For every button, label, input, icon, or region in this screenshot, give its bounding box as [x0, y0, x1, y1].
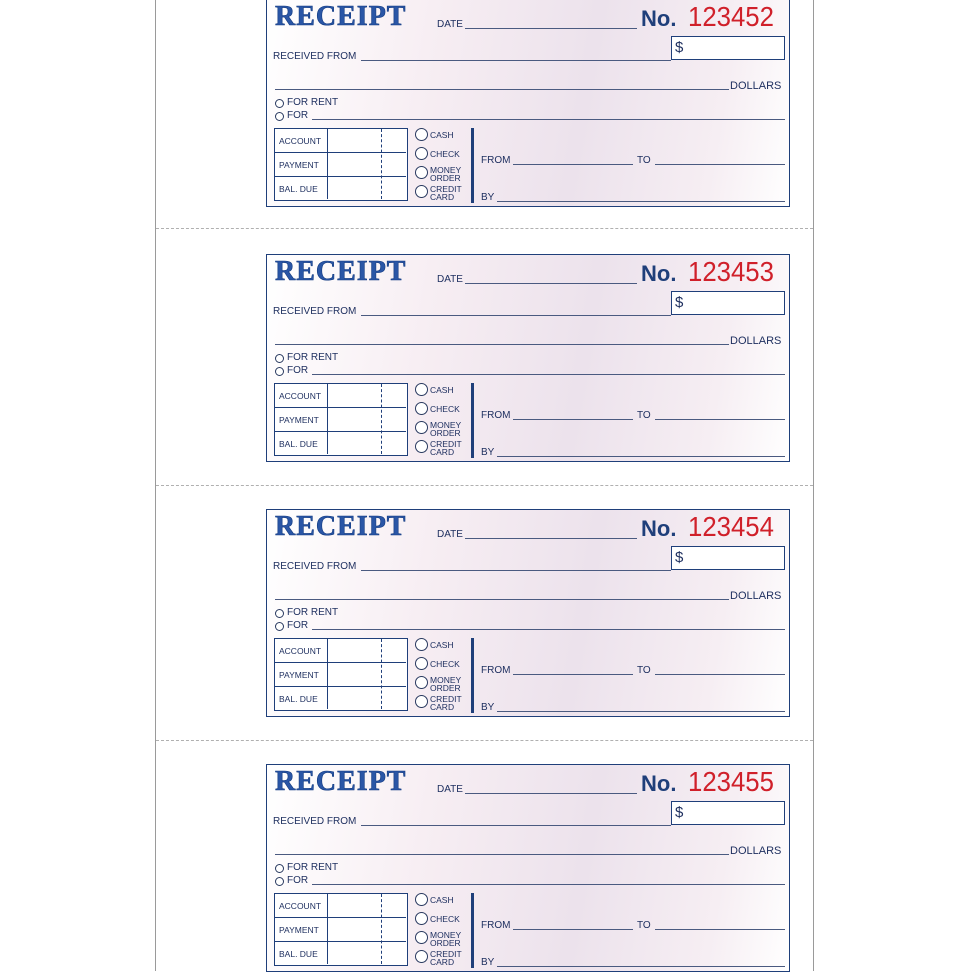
received-from-label: RECEIVED FROM [273, 306, 357, 317]
by-line[interactable] [497, 201, 785, 202]
amount-words-line[interactable] [275, 344, 729, 345]
receipt-form [266, 254, 790, 462]
for-rent-label: FOR RENT [287, 352, 339, 363]
for-rent-radio[interactable] [275, 609, 284, 618]
money-order-label: ORDER [430, 173, 461, 183]
perforation-line [156, 740, 813, 741]
date-line[interactable] [465, 538, 637, 539]
receipt-title: RECEIPT [275, 511, 407, 542]
payment-divider-bar [471, 893, 474, 968]
bal-due-label: BAL. DUE [279, 184, 318, 194]
payment-label: PAYMENT [279, 925, 319, 935]
money-order-label: MONEY [430, 165, 462, 175]
for-line[interactable] [312, 629, 785, 630]
table-divider [327, 129, 328, 199]
receipt-form [266, 764, 790, 972]
to-label: TO [637, 665, 651, 676]
receipt-number: 123452 [688, 1, 774, 32]
bal-due-label: BAL. DUE [279, 694, 318, 704]
for-radio[interactable] [275, 622, 284, 631]
amount-box[interactable] [671, 546, 785, 570]
bal-due-label: BAL. DUE [279, 949, 318, 959]
to-line[interactable] [655, 164, 785, 165]
to-label: TO [637, 155, 651, 166]
check-radio[interactable] [415, 147, 428, 160]
amount-words-line[interactable] [275, 854, 729, 855]
receipt-number: 123454 [688, 511, 774, 542]
table-divider [327, 639, 328, 709]
cash-label: CASH [430, 895, 454, 905]
bal-due-label: BAL. DUE [279, 439, 318, 449]
by-line[interactable] [497, 456, 785, 457]
credit-card-radio[interactable] [415, 695, 428, 708]
credit-card-label: CARD [430, 702, 455, 712]
to-label: TO [637, 410, 651, 421]
dollar-sign: $ [675, 804, 684, 821]
payment-label: PAYMENT [279, 160, 319, 170]
for-radio[interactable] [275, 877, 284, 886]
credit-card-label: CREDIT [430, 949, 462, 959]
for-rent-label: FOR RENT [287, 862, 339, 873]
check-label: CHECK [430, 914, 460, 924]
cents-divider [381, 639, 382, 709]
amount-box[interactable] [671, 291, 785, 315]
received-from-line[interactable] [361, 60, 671, 61]
money-order-label: ORDER [430, 428, 461, 438]
dollars-label: DOLLARS [730, 845, 782, 857]
for-line[interactable] [312, 374, 785, 375]
receipt-title: RECEIPT [275, 256, 407, 287]
perforation-line [156, 228, 813, 229]
cash-radio[interactable] [415, 383, 428, 396]
money-order-label: MONEY [430, 420, 462, 430]
account-row[interactable] [275, 384, 406, 408]
credit-card-radio[interactable] [415, 440, 428, 453]
for-label: FOR [287, 365, 309, 376]
money-order-radio[interactable] [415, 166, 428, 179]
money-order-label: MONEY [430, 930, 462, 940]
money-order-radio[interactable] [415, 676, 428, 689]
dollar-sign: $ [675, 39, 684, 56]
date-label: DATE [437, 529, 463, 540]
receipt-form [266, 0, 790, 207]
cash-radio[interactable] [415, 128, 428, 141]
receipt-form [266, 509, 790, 717]
for-rent-radio[interactable] [275, 99, 284, 108]
received-from-line[interactable] [361, 825, 671, 826]
amount-words-line[interactable] [275, 599, 729, 600]
credit-card-label: CARD [430, 447, 455, 457]
by-line[interactable] [497, 966, 785, 967]
money-order-label: ORDER [430, 938, 461, 948]
received-from-line[interactable] [361, 315, 671, 316]
for-line[interactable] [312, 119, 785, 120]
from-label: FROM [481, 410, 511, 421]
date-line[interactable] [465, 283, 637, 284]
payment-divider-bar [471, 383, 474, 458]
received-from-label: RECEIVED FROM [273, 561, 357, 572]
date-line[interactable] [465, 28, 637, 29]
credit-card-label: CREDIT [430, 184, 462, 194]
for-rent-label: FOR RENT [287, 97, 339, 108]
check-radio[interactable] [415, 912, 428, 925]
receipt-number: 123455 [688, 766, 774, 797]
table-divider [327, 894, 328, 964]
money-order-radio[interactable] [415, 421, 428, 434]
date-label: DATE [437, 784, 463, 795]
account-row[interactable] [275, 129, 406, 153]
perforation-line [156, 485, 813, 486]
account-label: ACCOUNT [279, 136, 322, 146]
for-line[interactable] [312, 884, 785, 885]
cash-radio[interactable] [415, 893, 428, 906]
payment-label: PAYMENT [279, 415, 319, 425]
for-label: FOR [287, 875, 309, 886]
from-line[interactable] [513, 164, 633, 165]
from-label: FROM [481, 920, 511, 931]
payment-divider-bar [471, 638, 474, 713]
money-order-label: MONEY [430, 675, 462, 685]
account-row[interactable] [275, 894, 406, 918]
from-line[interactable] [513, 674, 633, 675]
amount-box[interactable] [671, 801, 785, 825]
by-line[interactable] [497, 711, 785, 712]
to-line[interactable] [655, 929, 785, 930]
received-from-line[interactable] [361, 570, 671, 571]
credit-card-label: CREDIT [430, 694, 462, 704]
amount-words-line[interactable] [275, 89, 729, 90]
receipt-number-label: No. [641, 6, 677, 31]
account-label: ACCOUNT [279, 391, 322, 401]
payment-label: PAYMENT [279, 670, 319, 680]
receipt-number-label: No. [641, 516, 677, 541]
cash-label: CASH [430, 640, 454, 650]
from-label: FROM [481, 155, 511, 166]
money-order-label: ORDER [430, 683, 461, 693]
check-label: CHECK [430, 149, 460, 159]
from-label: FROM [481, 665, 511, 676]
dollars-label: DOLLARS [730, 590, 782, 602]
by-label: BY [481, 447, 495, 458]
cents-divider [381, 894, 382, 964]
check-label: CHECK [430, 659, 460, 669]
to-label: TO [637, 920, 651, 931]
table-divider [327, 384, 328, 454]
credit-card-radio[interactable] [415, 950, 428, 963]
bal-due-row[interactable] [275, 942, 406, 966]
dollars-label: DOLLARS [730, 335, 782, 347]
for-radio[interactable] [275, 367, 284, 376]
cash-radio[interactable] [415, 638, 428, 651]
credit-card-label: CARD [430, 192, 455, 202]
bal-due-row[interactable] [275, 432, 406, 456]
account-table [274, 638, 408, 711]
money-order-radio[interactable] [415, 931, 428, 944]
cents-divider [381, 384, 382, 454]
date-label: DATE [437, 19, 463, 30]
dollars-label: DOLLARS [730, 80, 782, 92]
receipt-number: 123453 [688, 256, 774, 287]
date-label: DATE [437, 274, 463, 285]
from-line[interactable] [513, 419, 633, 420]
received-from-label: RECEIVED FROM [273, 51, 357, 62]
account-table [274, 128, 408, 201]
receipt-number-label: No. [641, 771, 677, 796]
receipt-number-label: No. [641, 261, 677, 286]
credit-card-label: CARD [430, 957, 455, 967]
dollar-sign: $ [675, 294, 684, 311]
account-row[interactable] [275, 639, 406, 663]
payment-row[interactable] [275, 408, 406, 432]
cash-label: CASH [430, 130, 454, 140]
bal-due-row[interactable] [275, 687, 406, 711]
account-label: ACCOUNT [279, 646, 322, 656]
receipt-title: RECEIPT [275, 1, 407, 32]
from-line[interactable] [513, 929, 633, 930]
receipt-title: RECEIPT [275, 766, 407, 797]
payment-row[interactable] [275, 918, 406, 942]
to-line[interactable] [655, 419, 785, 420]
for-rent-radio[interactable] [275, 354, 284, 363]
cash-label: CASH [430, 385, 454, 395]
account-table [274, 893, 408, 966]
for-label: FOR [287, 110, 309, 121]
check-label: CHECK [430, 404, 460, 414]
by-label: BY [481, 702, 495, 713]
dollar-sign: $ [675, 549, 684, 566]
for-rent-label: FOR RENT [287, 607, 339, 618]
for-radio[interactable] [275, 112, 284, 121]
amount-box[interactable] [671, 36, 785, 60]
for-rent-radio[interactable] [275, 864, 284, 873]
by-label: BY [481, 192, 495, 203]
for-label: FOR [287, 620, 309, 631]
payment-row[interactable] [275, 153, 406, 177]
account-table [274, 383, 408, 456]
payment-divider-bar [471, 128, 474, 203]
received-from-label: RECEIVED FROM [273, 816, 357, 827]
by-label: BY [481, 957, 495, 968]
check-radio[interactable] [415, 402, 428, 415]
bal-due-row[interactable] [275, 177, 406, 201]
check-radio[interactable] [415, 657, 428, 670]
account-label: ACCOUNT [279, 901, 322, 911]
cents-divider [381, 129, 382, 199]
credit-card-radio[interactable] [415, 185, 428, 198]
to-line[interactable] [655, 674, 785, 675]
date-line[interactable] [465, 793, 637, 794]
payment-row[interactable] [275, 663, 406, 687]
credit-card-label: CREDIT [430, 439, 462, 449]
